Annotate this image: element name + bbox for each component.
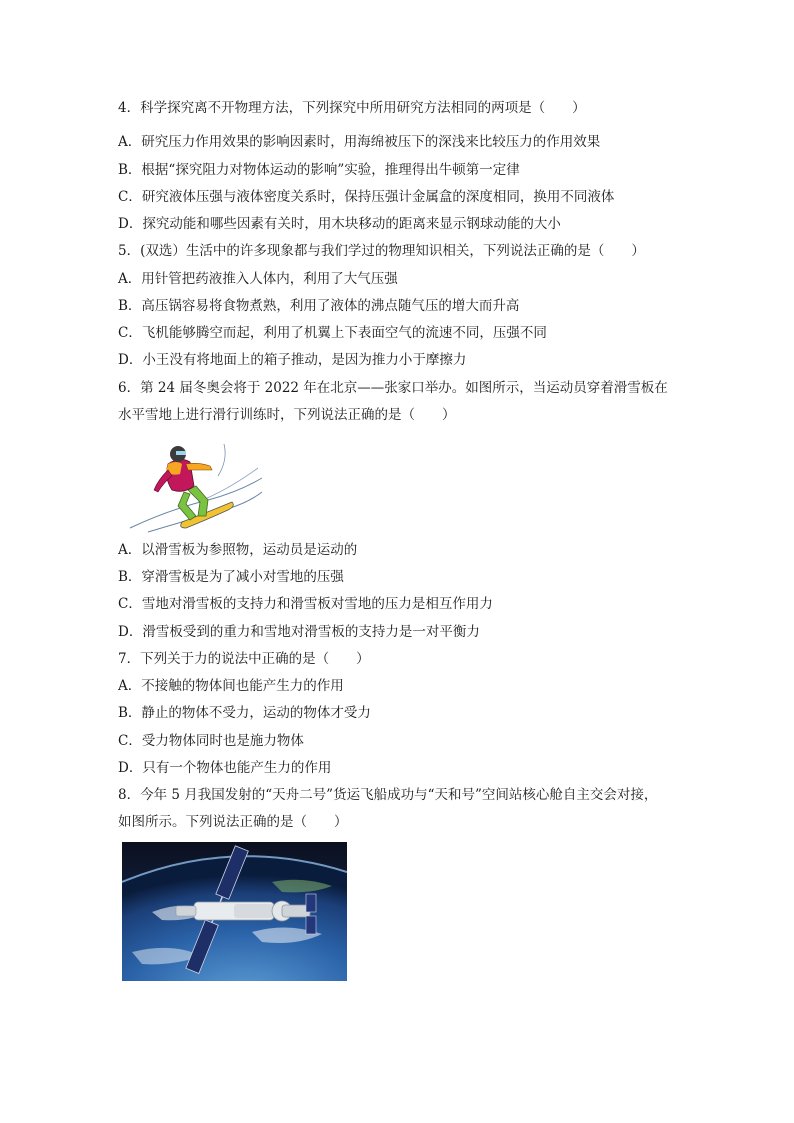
question-4-option-c: C．研究液体压强与液体密度关系时，保持压强计金属盒的深度相同，换用不同液体 <box>118 189 615 205</box>
question-5-option-c: C．飞机能够腾空而起，利用了机翼上下表面空气的流速不同，压强不同 <box>118 325 547 341</box>
question-4-stem: 4．科学探究离不开物理方法，下列探究中所用研究方法相同的两项是（ ） <box>118 100 586 116</box>
question-6-stem-line2: 水平雪地上进行滑行训练时，下列说法正确的是（ ） <box>118 407 456 423</box>
question-6-option-d: D．滑雪板受到的重力和雪地对滑雪板的支持力是一对平衡力 <box>118 624 480 640</box>
question-7-option-d: D．只有一个物体也能产生力的作用 <box>118 760 332 776</box>
question-7-option-c: C．受力物体同时也是施力物体 <box>118 733 304 749</box>
question-5-stem: 5．(双选）生活中的许多现象都与我们学过的物理知识相关，下列说法正确的是（ ） <box>118 243 645 259</box>
question-5-option-b: B．高压锅容易将食物煮熟，利用了液体的沸点随气压的增大而升高 <box>118 298 520 314</box>
question-5-option-a: A．用针管把药液推入人体内，利用了大气压强 <box>118 271 398 287</box>
question-6-stem-line1: 6．第 24 届冬奥会将于 2022 年在北京——张家口举办。如图所示，当运动员穿着滑雪板在 <box>118 380 668 396</box>
question-8-stem-line1: 8．今年 5 月我国发射的“天舟二号”货运飞船成功与“天和号”空间站核心舱自主交会对接， <box>118 787 658 803</box>
question-8-stem-line2: 如图所示。下列说法正确的是（ ） <box>118 814 348 830</box>
question-6-option-a: A．以滑雪板为参照物，运动员是运动的 <box>118 542 358 558</box>
space-station-figure <box>122 842 347 981</box>
question-7-stem: 7．下列关于力的说法中正确的是（ ） <box>118 651 370 667</box>
question-6-option-b: B．穿滑雪板是为了减小对雪地的压强 <box>118 569 344 585</box>
question-6-option-c: C．雪地对滑雪板的支持力和滑雪板对雪地的压力是相互作用力 <box>118 596 493 612</box>
question-7-option-b: B．静止的物体不受力，运动的物体才受力 <box>118 705 371 721</box>
question-4-option-d: D．探究动能和哪些因素有关时，用木块移动的距离来显示钢球动能的大小 <box>118 216 561 232</box>
question-5-option-d: D．小王没有将地面上的箱子推动，是因为推力小于摩擦力 <box>118 352 467 368</box>
question-7-option-a: A．不接触的物体间也能产生力的作用 <box>118 678 344 694</box>
question-4-option-b: B．根据“探究阻力对物体运动的影响”实验，推理得出牛顿第一定律 <box>118 162 520 178</box>
snowboarder-figure <box>128 440 264 534</box>
question-4-option-a: A．研究压力作用效果的影响因素时，用海绵被压下的深浅来比较压力的作用效果 <box>118 134 601 150</box>
